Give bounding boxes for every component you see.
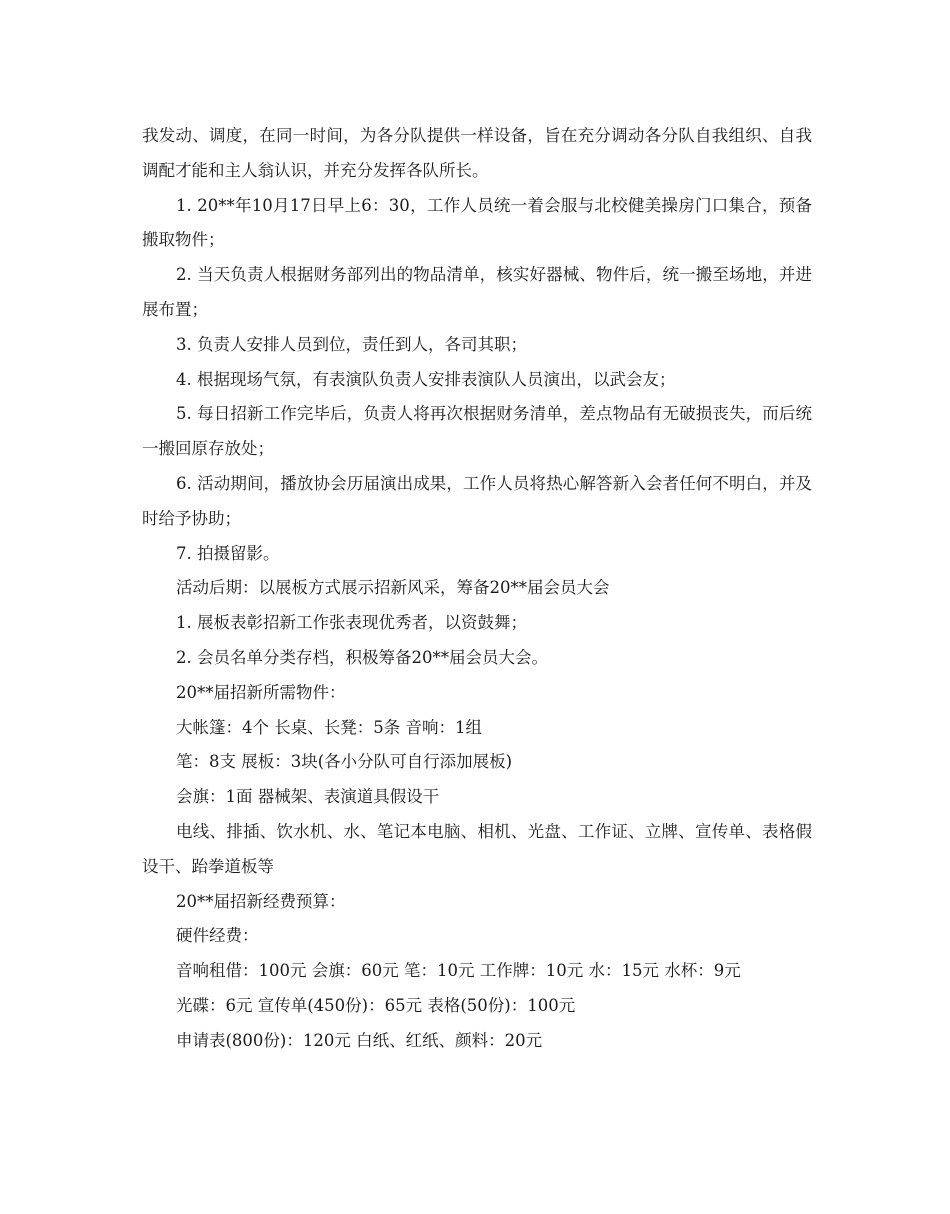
paragraph-later-stage-heading: 活动后期：以展板方式展示招新风采，筹备20**届会员大会 xyxy=(176,578,610,598)
paragraph-step-2: 2. 当天负责人根据财务部列出的物品清单，核实好器械、物件后，统一搬至场地，并进展布置； xyxy=(142,265,812,319)
paragraph-later-stage-2: 2. 会员名单分类存档，积极筹备20**届会员大会。 xyxy=(176,647,548,667)
paragraph-items-line-3: 会旗：1面 器械架、表演道具假设干 xyxy=(176,787,440,807)
paragraph-step-4: 4. 根据现场气氛，有表演队负责人安排表演队人员演出，以武会友； xyxy=(176,369,676,389)
paragraph-items-line-1: 大帐篷：4个 长桌、长凳：5条 音响：1组 xyxy=(176,717,482,737)
paragraph-budget-line-1: 音响租借：100元 会旗：60元 笔：10元 工作牌：10元 水：15元 水杯：9元 xyxy=(176,961,741,981)
paragraph-items-line-2: 笔：8支 展板：3块(各小分队可自行添加展板) xyxy=(176,752,513,772)
paragraph-intro-continuation: 我发动、调度，在同一时间，为各分队提供一样设备，旨在充分调动各分队自我组织、自我调配才能和主人翁认识，并充分发挥各队所长。 xyxy=(142,126,812,180)
paragraph-step-1: 1. 20**年10月17日早上6：30，工作人员统一着会服与北校健美操房门口集合，预备搬取物件； xyxy=(142,195,812,250)
paragraph-step-5: 5. 每日招新工作完毕后，负责人将再次根据财务清单，差点物品有无破损丧失，而后统一搬回原存放处； xyxy=(142,404,812,459)
document-body xyxy=(142,119,812,1059)
paragraph-hardware-budget-heading: 硬件经费： xyxy=(176,926,259,946)
paragraph-later-stage-1: 1. 展板表彰招新工作张表现优秀者，以资鼓舞； xyxy=(176,613,527,633)
paragraph-step-3: 3. 负责人安排人员到位，责任到人，各司其职； xyxy=(176,334,527,354)
paragraph-budget-heading: 20**届招新经费预算： xyxy=(176,891,346,911)
paragraph-budget-line-2: 光碟：6元 宣传单(450份)：65元 表格(50份)：100元 xyxy=(176,995,576,1015)
paragraph-step-6: 6. 活动期间，播放协会历届演出成果，工作人员将热心解答新入会者任何不明白，并及时给予协助； xyxy=(142,473,812,528)
paragraph-items-heading: 20**届招新所需物件： xyxy=(176,682,346,702)
paragraph-items-line-4: 电线、排插、饮水机、水、笔记本电脑、相机、光盘、工作证、立牌、宣传单、表格假设干、跆拳道板等 xyxy=(142,821,812,876)
paragraph-budget-line-3: 申请表(800份)：120元 白纸、红纸、颜料：20元 xyxy=(176,1030,543,1050)
paragraph-step-7: 7. 拍摄留影。 xyxy=(176,543,280,563)
